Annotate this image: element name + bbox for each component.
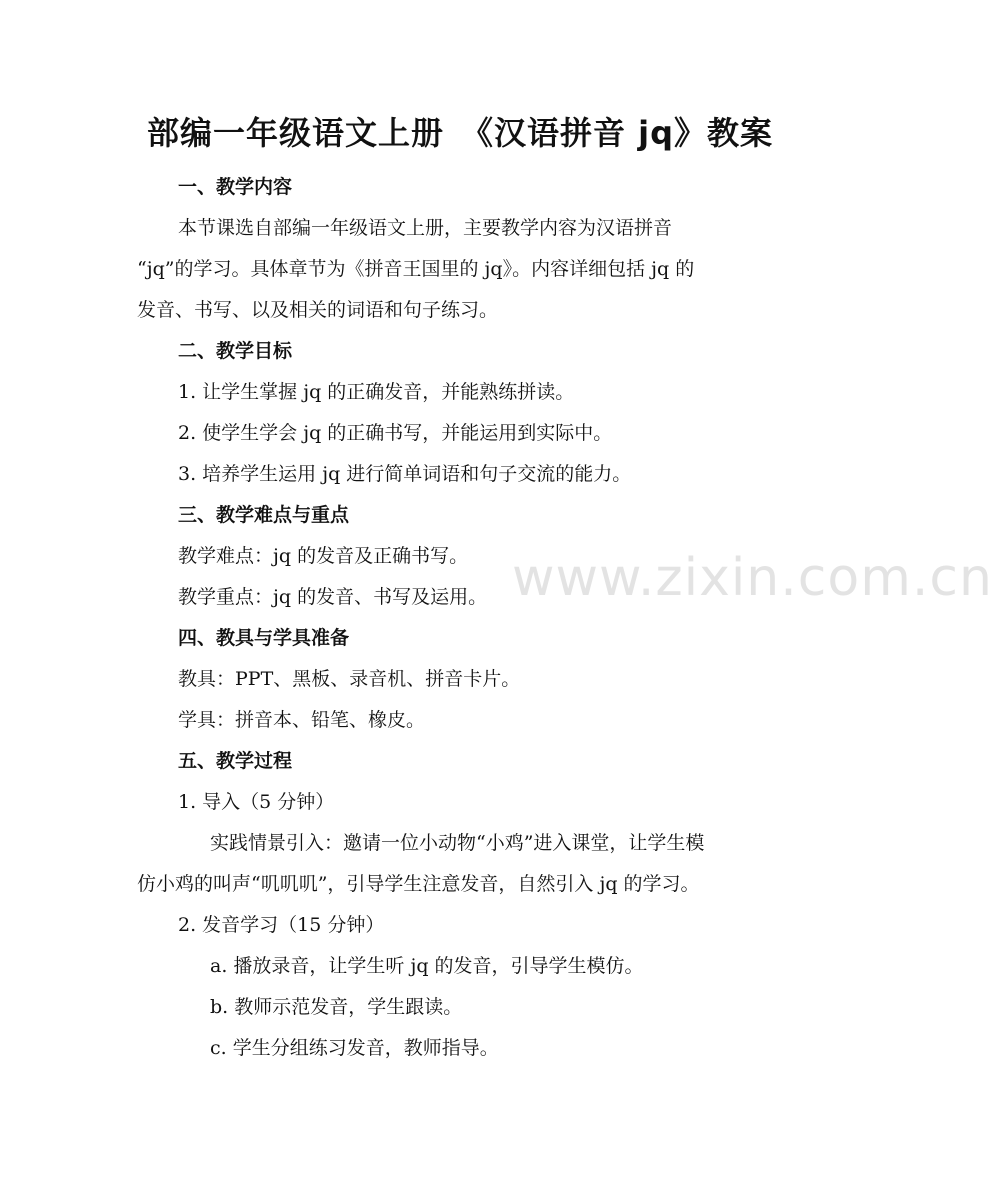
paragraph-line: 仿小鸡的叫声“叽叽叽”，引导学生注意发音，自然引入 jq 的学习。: [137, 873, 700, 895]
step-title: 2. 发音学习（15 分钟）: [178, 914, 385, 936]
step-title: 1. 导入（5 分钟）: [178, 791, 335, 813]
document-title: 部编一年级语文上册 《汉语拼音 jq》教案: [146, 114, 774, 152]
step-substep: c. 学生分组练习发音，教师指导。: [210, 1037, 499, 1059]
student-tools-text: 学具：拼音本、铅笔、橡皮。: [178, 709, 426, 731]
section-heading-difficulty: 三、教学难点与重点: [178, 504, 350, 526]
goal-item: 1. 让学生掌握 jq 的正确发音，并能熟练拼读。: [178, 381, 575, 403]
section-heading-content: 一、教学内容: [178, 176, 293, 198]
watermark: www.zixin.com.cn: [512, 548, 993, 608]
difficulty-text: 教学难点：jq 的发音及正确书写。: [178, 545, 469, 567]
key-point-text: 教学重点：jq 的发音、书写及运用。: [178, 586, 488, 608]
goal-item: 3. 培养学生运用 jq 进行简单词语和句子交流的能力。: [178, 463, 632, 485]
section-heading-goals: 二、教学目标: [178, 340, 293, 362]
paragraph-line: “jq”的学习。具体章节为《拼音王国里的 jq》。内容详细包括 jq 的: [137, 258, 695, 280]
paragraph-line: 本节课选自部编一年级语文上册，主要教学内容为汉语拼音: [178, 217, 673, 239]
step-substep: b. 教师示范发音，学生跟读。: [210, 996, 463, 1018]
teacher-tools-text: 教具：PPT、黑板、录音机、拼音卡片。: [178, 668, 521, 690]
section-heading-process: 五、教学过程: [178, 750, 293, 772]
paragraph-line: 发音、书写、以及相关的词语和句子练习。: [137, 299, 499, 321]
goal-item: 2. 使学生学会 jq 的正确书写，并能运用到实际中。: [178, 422, 613, 444]
paragraph-line: 实践情景引入：邀请一位小动物“小鸡”进入课堂，让学生模: [210, 832, 705, 854]
step-substep: a. 播放录音，让学生听 jq 的发音，引导学生模仿。: [210, 955, 644, 977]
section-heading-materials: 四、教具与学具准备: [178, 627, 350, 649]
